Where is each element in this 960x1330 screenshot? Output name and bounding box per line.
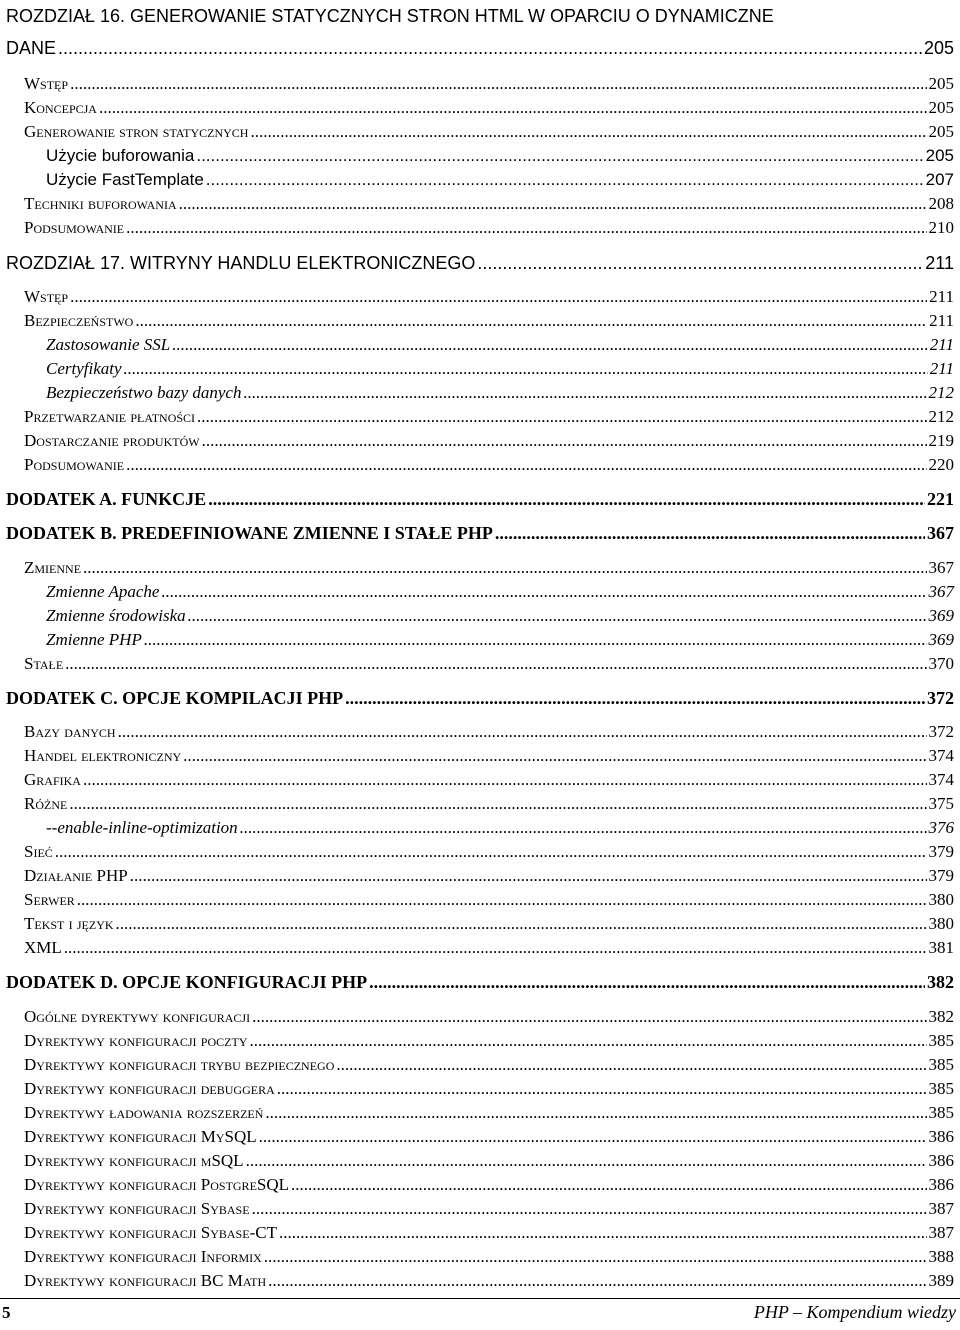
dot-leader xyxy=(55,842,927,862)
toc-entry-title: Zmienne PHP xyxy=(46,630,142,649)
toc-entry[interactable] xyxy=(6,688,954,709)
toc-entry-title: Zastosowanie SSL xyxy=(46,335,171,354)
dot-leader xyxy=(336,1055,926,1075)
toc-entry-title: Dyrektywy konfiguracji MySQL xyxy=(24,1127,257,1146)
toc-entry[interactable] xyxy=(24,794,954,814)
dot-leader xyxy=(126,218,926,238)
toc-entry-page: 388 xyxy=(928,1247,954,1266)
toc-entry-page: 376 xyxy=(928,818,954,837)
footer-book-title: PHP – Kompendium wiedzy xyxy=(753,1302,956,1322)
toc-entry[interactable] xyxy=(6,523,954,544)
toc-entry-title: Generowanie stron statycznych xyxy=(24,122,249,141)
toc-entry-title: Dostarczanie produktów xyxy=(24,431,200,450)
toc-entry[interactable] xyxy=(46,383,954,403)
toc-entry-title: Dyrektywy konfiguracji mSQL xyxy=(24,1151,244,1170)
dot-leader xyxy=(369,972,925,993)
footer-rule xyxy=(0,1298,960,1299)
toc-entry-title: Techniki buforowania xyxy=(24,194,177,213)
dot-leader xyxy=(264,1247,927,1267)
toc-entry[interactable] xyxy=(46,818,954,838)
dot-leader xyxy=(70,74,926,94)
toc-entry-page: 386 xyxy=(928,1175,954,1194)
toc-entry-page: 219 xyxy=(928,431,954,450)
toc-entry-title: Bezpieczeństwo bazy danych xyxy=(46,383,242,402)
toc-entry[interactable] xyxy=(6,489,954,510)
toc-entry-page: 211 xyxy=(929,287,954,306)
toc-entry-page: 205 xyxy=(928,74,954,93)
dot-leader xyxy=(99,98,927,118)
toc-entry-title: Handel elektroniczny xyxy=(24,746,182,765)
toc-entry[interactable] xyxy=(24,770,954,790)
dot-leader xyxy=(83,558,926,578)
toc-entry-title: Podsumowanie xyxy=(24,455,125,474)
dot-leader xyxy=(243,383,926,403)
toc-entry[interactable] xyxy=(24,311,954,331)
toc-entry-page: 205 xyxy=(923,38,954,58)
dot-leader xyxy=(64,938,927,958)
toc-entry-title: Dyrektywy konfiguracji debuggera xyxy=(24,1079,275,1098)
toc-entry-title: Zmienne Apache xyxy=(46,582,160,601)
dot-leader xyxy=(118,722,927,742)
toc-entry-title: DODATEK D. OPCJE KONFIGURACJI PHP xyxy=(6,972,368,992)
toc-entry-title: Dyrektywy konfiguracji Sybase xyxy=(24,1199,250,1218)
toc-entry[interactable] xyxy=(24,287,954,307)
toc-entry[interactable] xyxy=(24,218,954,238)
toc-entry-page: 387 xyxy=(928,1223,954,1242)
toc-entry-title: Wstęp xyxy=(24,287,69,306)
toc-entry-page: 205 xyxy=(928,122,954,141)
toc-entry-page: 389 xyxy=(928,1271,954,1290)
dot-leader xyxy=(268,1271,926,1291)
toc-entry[interactable] xyxy=(24,890,954,910)
toc-entry-title: DODATEK B. PREDEFINIOWANE ZMIENNE I STAŁE PHP xyxy=(6,523,493,543)
toc-entry-page: 369 xyxy=(928,630,954,649)
toc-entry[interactable] xyxy=(24,431,954,451)
dot-leader xyxy=(279,1223,927,1243)
dot-leader xyxy=(126,455,926,475)
dot-leader xyxy=(77,890,927,910)
toc-entry-title: Zmienne xyxy=(24,558,82,577)
toc-entry-page: 211 xyxy=(929,359,954,378)
dot-leader xyxy=(83,770,927,790)
dot-leader xyxy=(202,431,927,451)
toc-entry-page: 386 xyxy=(928,1127,954,1146)
toc-entry-title: --enable-inline-optimization xyxy=(46,818,238,837)
toc-entry-title: Wstęp xyxy=(24,74,69,93)
toc-entry[interactable] xyxy=(24,98,954,118)
dot-leader xyxy=(65,654,926,674)
toc-entry-page: 382 xyxy=(928,1007,954,1026)
dot-leader xyxy=(252,1007,926,1027)
toc-entry-title: Serwer xyxy=(24,890,75,909)
toc-entry-title: Zmienne środowiska xyxy=(46,606,186,625)
toc-entry[interactable] xyxy=(24,866,954,886)
dot-leader xyxy=(246,1151,927,1171)
toc-entry-page: 211 xyxy=(925,253,954,273)
dot-leader xyxy=(249,1031,926,1051)
toc-entry-page: 205 xyxy=(928,98,954,117)
dot-leader xyxy=(58,38,922,59)
toc-entry-page: 380 xyxy=(928,914,954,933)
dot-leader xyxy=(70,287,927,307)
toc-entry-title: DANE xyxy=(6,38,57,58)
toc-entry-page: 211 xyxy=(929,335,954,354)
toc-entry-title: Dyrektywy konfiguracji BC Math xyxy=(24,1271,267,1290)
toc-entry[interactable] xyxy=(24,722,954,742)
toc-entry[interactable] xyxy=(24,938,954,958)
toc-entry-page: 367 xyxy=(928,558,954,577)
toc-entry[interactable] xyxy=(24,1247,954,1267)
toc-entry[interactable] xyxy=(6,253,954,274)
toc-entry[interactable] xyxy=(24,1199,954,1219)
toc-entry-title: DODATEK C. OPCJE KOMPILACJI PHP xyxy=(6,688,344,708)
toc-entry[interactable] xyxy=(24,1079,954,1099)
toc-entry-title: Dyrektywy konfiguracji poczty xyxy=(24,1031,248,1050)
toc-entry-title: Koncepcja xyxy=(24,98,97,117)
dot-leader xyxy=(206,170,924,190)
toc-entry[interactable] xyxy=(24,455,954,475)
toc-entry-page: 375 xyxy=(928,794,954,813)
toc-entry-title: Bazy danych xyxy=(24,722,116,741)
dot-leader xyxy=(161,582,926,602)
toc-entry[interactable] xyxy=(24,1055,954,1075)
toc-entry[interactable] xyxy=(24,1175,954,1195)
toc-entry[interactable] xyxy=(46,630,954,650)
dot-leader xyxy=(240,818,927,838)
toc-entry-page: 212 xyxy=(928,383,954,402)
toc-entry-title: XML xyxy=(24,938,62,957)
dot-leader xyxy=(124,359,928,379)
toc-entry-title: Dyrektywy ładowania rozszerzeń xyxy=(24,1103,264,1122)
dot-leader xyxy=(277,1079,927,1099)
toc-entry-page: 386 xyxy=(928,1151,954,1170)
dot-leader xyxy=(130,866,927,886)
toc-entry-page: 385 xyxy=(928,1031,954,1050)
toc-entry[interactable] xyxy=(24,1031,954,1051)
toc-entry[interactable] xyxy=(24,1007,954,1027)
dot-leader xyxy=(197,407,926,427)
toc-entry[interactable] xyxy=(46,146,954,166)
dot-leader xyxy=(179,194,927,214)
toc-entry[interactable] xyxy=(6,6,954,27)
toc-entry[interactable] xyxy=(24,1271,954,1291)
dot-leader xyxy=(188,606,927,626)
toc-entry-title: Stałe xyxy=(24,654,64,673)
toc-entry[interactable] xyxy=(24,558,954,578)
dot-leader xyxy=(345,688,925,709)
toc-entry-page: 379 xyxy=(928,866,954,885)
toc-entry-page: 211 xyxy=(929,311,954,330)
toc-entry[interactable] xyxy=(6,38,954,59)
dot-leader xyxy=(250,122,926,142)
toc-entry[interactable] xyxy=(24,746,954,766)
dot-leader xyxy=(172,335,928,355)
toc-entry[interactable] xyxy=(24,74,954,94)
toc-entry-title: Sieć xyxy=(24,842,53,861)
toc-entry[interactable] xyxy=(24,842,954,862)
dot-leader xyxy=(265,1103,926,1123)
toc-entry-page: 372 xyxy=(928,722,954,741)
toc-entry-title: Ogólne dyrektywy konfiguracji xyxy=(24,1007,251,1026)
toc-entry-page: 212 xyxy=(928,407,954,426)
toc-entry-page: 385 xyxy=(928,1055,954,1074)
toc-entry-title: Użycie FastTemplate xyxy=(46,170,204,189)
toc-entry-page: 379 xyxy=(928,842,954,861)
toc-entry-page: 381 xyxy=(928,938,954,957)
toc-entry-page: 387 xyxy=(928,1199,954,1218)
toc-entry[interactable] xyxy=(24,1223,954,1243)
toc-entry-title: Podsumowanie xyxy=(24,218,125,237)
toc-entry-page: 220 xyxy=(928,455,954,474)
toc-entry-title: DODATEK A. FUNKCJE xyxy=(6,489,207,509)
toc-entry-title: Dyrektywy konfiguracji Informix xyxy=(24,1247,262,1266)
toc-entry-page: 221 xyxy=(927,489,954,509)
toc-entry-page: 210 xyxy=(928,218,954,237)
toc-entry-page: 369 xyxy=(928,606,954,625)
toc-entry-page: 374 xyxy=(928,746,954,765)
toc-entry[interactable] xyxy=(24,914,954,934)
toc-entry-title: Różne xyxy=(24,794,68,813)
toc-entry-title: Użycie buforowania xyxy=(46,146,195,165)
toc-entry-page: 385 xyxy=(928,1103,954,1122)
toc-entry-title: ROZDZIAŁ 17. WITRYNY HANDLU ELEKTRONICZNEGO xyxy=(6,253,476,273)
dot-leader xyxy=(252,1199,927,1219)
toc-entry-title: Bezpieczeństwo xyxy=(24,311,134,330)
toc-entry[interactable] xyxy=(46,170,954,190)
dot-leader xyxy=(144,630,927,650)
dot-leader xyxy=(183,746,926,766)
toc-entry-page: 207 xyxy=(925,170,954,189)
toc-entry[interactable] xyxy=(24,194,954,214)
dot-leader xyxy=(196,146,923,166)
toc-entry-title: Dyrektywy konfiguracji Sybase-CT xyxy=(24,1223,277,1242)
toc-entry[interactable] xyxy=(24,122,954,142)
toc-entry-page: 208 xyxy=(928,194,954,213)
dot-leader xyxy=(135,311,927,331)
toc-entry-title: Dyrektywy konfiguracji trybu bezpiecznego xyxy=(24,1055,335,1074)
dot-leader xyxy=(116,914,927,934)
toc-entry-title: Przetwarzanie płatności xyxy=(24,407,196,426)
toc-entry-page: 367 xyxy=(927,523,954,543)
toc-entry[interactable] xyxy=(24,1127,954,1147)
toc-entry-page: 374 xyxy=(928,770,954,789)
toc-entry-page: 380 xyxy=(928,890,954,909)
dot-leader xyxy=(477,253,923,274)
toc-entry[interactable] xyxy=(24,1151,954,1171)
toc-entry-title: ROZDZIAŁ 16. GENEROWANIE STATYCZNYCH STRON HTML W OPARCIU O DYNAMICZNE xyxy=(6,6,774,26)
toc-entry-page: 372 xyxy=(927,688,954,708)
dot-leader xyxy=(208,489,925,510)
toc-entry[interactable] xyxy=(46,582,954,602)
dot-leader xyxy=(259,1127,927,1147)
toc-entry-page: 205 xyxy=(925,146,954,165)
toc-entry[interactable] xyxy=(24,654,954,674)
toc-entry[interactable] xyxy=(24,407,954,427)
toc-entry-page: 385 xyxy=(928,1079,954,1098)
toc-entry[interactable] xyxy=(6,972,954,993)
toc-entry-title: Certyfikaty xyxy=(46,359,122,378)
toc-entry[interactable] xyxy=(24,1103,954,1123)
toc-entry-page: 370 xyxy=(928,654,954,673)
toc-entry[interactable] xyxy=(46,606,954,626)
toc-entry-page: 367 xyxy=(928,582,954,601)
toc-entry-title: Dyrektywy konfiguracji PostgreSQL xyxy=(24,1175,290,1194)
toc-entry-title: Grafika xyxy=(24,770,81,789)
dot-leader xyxy=(495,523,925,544)
toc-entry-title: Tekst i język xyxy=(24,914,114,933)
dot-leader xyxy=(291,1175,926,1195)
toc-entry[interactable] xyxy=(46,335,954,355)
dot-leader xyxy=(69,794,926,814)
toc-entry-title: Działanie PHP xyxy=(24,866,128,885)
footer-page-number: 5 xyxy=(2,1303,11,1322)
toc-entry-page: 382 xyxy=(927,972,954,992)
toc-entry[interactable] xyxy=(46,359,954,379)
